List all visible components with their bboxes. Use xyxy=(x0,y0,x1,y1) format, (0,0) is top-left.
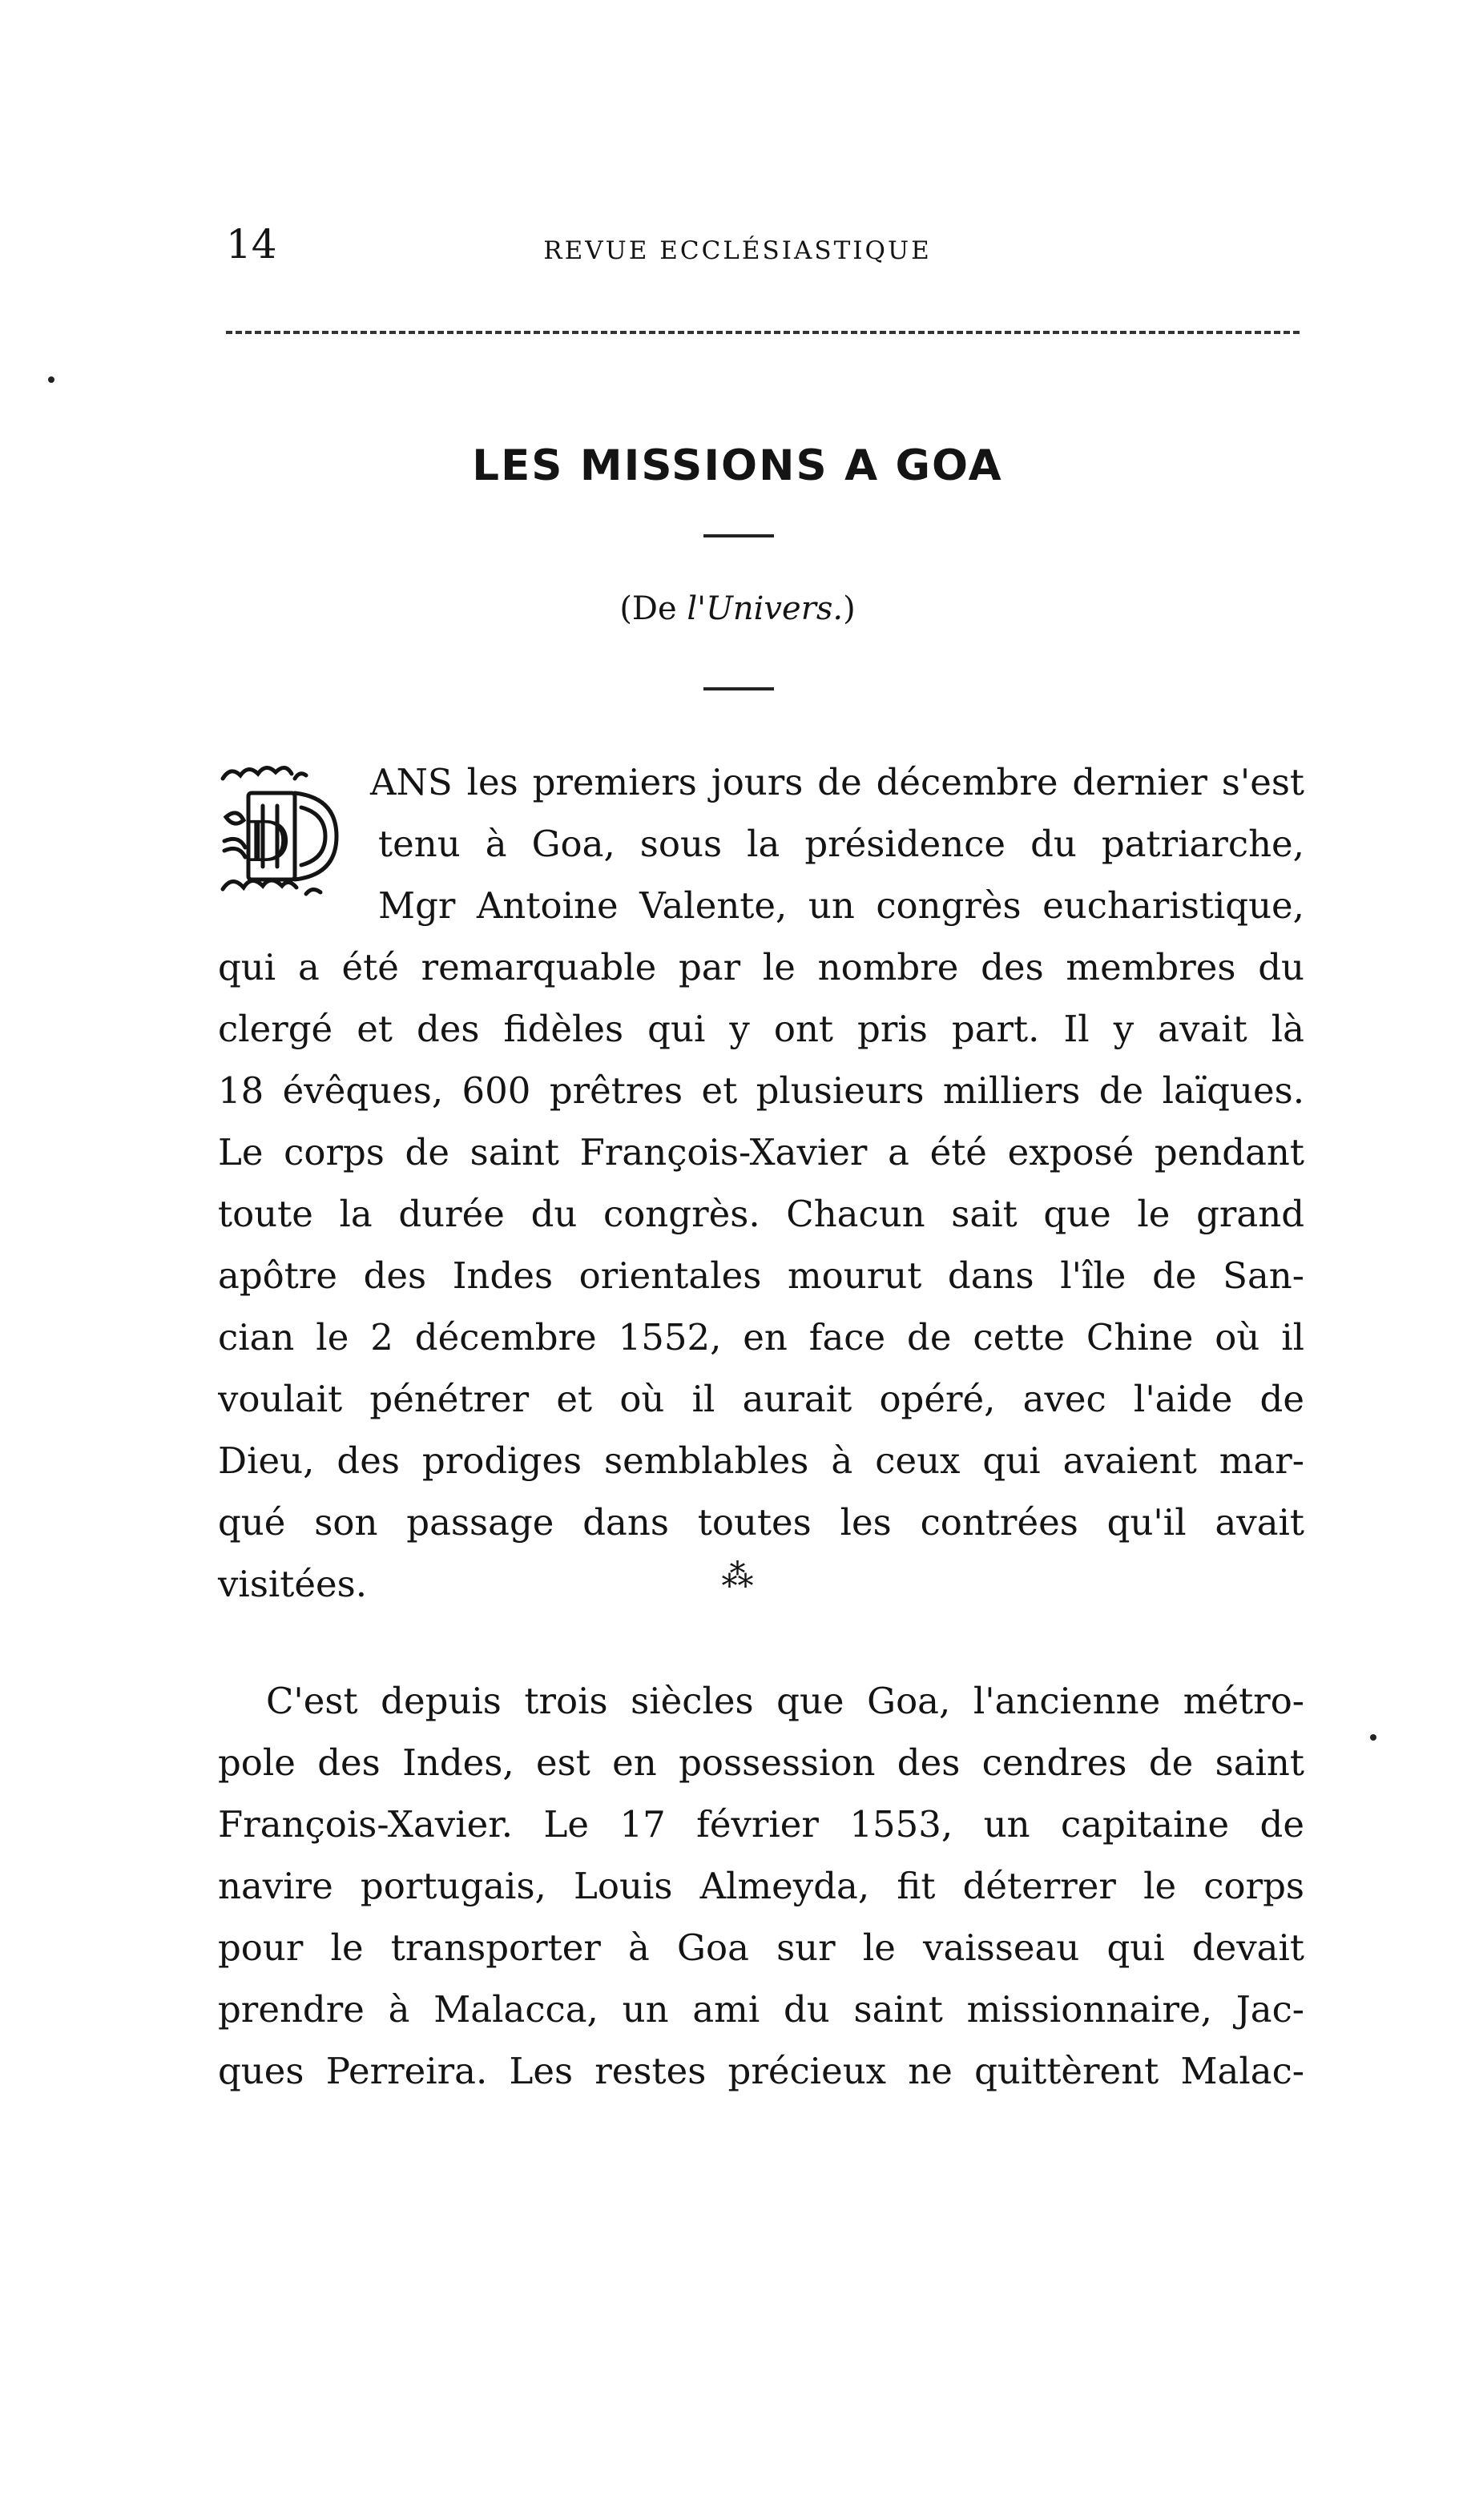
source-rule xyxy=(703,687,774,690)
article-title: LES MISSIONS A GOA xyxy=(472,441,1003,490)
source-publication: l'Univers. xyxy=(687,590,844,627)
text-line: qué son passage dans toutes les contrées qu'il avait xyxy=(218,1501,1304,1544)
text-line: pole des Indes, est en possession des cendres de saint xyxy=(218,1741,1304,1784)
text-line: ques Perreira. Les restes précieux ne quittèrent Malac- xyxy=(218,2050,1304,2092)
text-line: toute la durée du congrès. Chacun sait que le grand xyxy=(218,1193,1304,1235)
header-rule xyxy=(226,331,1300,334)
text-line: prendre à Malacca, un ami du saint missionnaire, Jac- xyxy=(218,1988,1304,2031)
text-line: clergé et des fidèles qui y ont pris part. Il y avait là xyxy=(218,1008,1304,1050)
text-line: voulait pénétrer et où il aurait opéré, avec l'aide de xyxy=(218,1378,1304,1420)
text-line: qui a été remarquable par le nombre des membres du xyxy=(218,946,1304,988)
source-line xyxy=(0,590,1475,627)
margin-speck xyxy=(48,376,54,383)
text-line: navire portugais, Louis Almeyda, fit déterrer le corps xyxy=(218,1865,1304,1907)
second-paragraph xyxy=(218,1670,1304,2102)
text-line: 18 évêques, 600 prêtres et plusieurs milliers de laïques. xyxy=(218,1069,1304,1112)
running-head: REVUE ECCLÉSIASTIQUE xyxy=(543,236,932,265)
text-line: ANS les premiers jours de décembre dernier s'est xyxy=(370,761,1304,803)
margin-speck xyxy=(1370,1734,1376,1741)
text-line: C'est depuis trois siècles que Goa, l'ancienne métro- xyxy=(266,1680,1304,1722)
source-prefix: (De xyxy=(619,590,687,627)
text-line: apôtre des Indes orientales mourut dans l'île de San- xyxy=(218,1254,1304,1297)
title-rule xyxy=(703,534,774,537)
text-line: cian le 2 décembre 1552, en face de cette Chine où il xyxy=(218,1316,1304,1359)
drop-cap-letter: D xyxy=(245,809,292,875)
text-line: pour le transporter à Goa sur le vaisseau qui devait xyxy=(218,1926,1304,1969)
text-line: Mgr Antoine Valente, un congrès eucharistique, xyxy=(378,884,1304,927)
source-suffix: ) xyxy=(843,590,856,627)
text-line: Le corps de saint François-Xavier a été exposé pendant xyxy=(218,1131,1304,1173)
page-number: 14 xyxy=(226,221,277,268)
first-paragraph xyxy=(218,751,1304,1615)
text-line: Dieu, des prodiges semblables à ceux qui avaient mar- xyxy=(218,1439,1304,1482)
text-line: visitées. xyxy=(218,1563,368,1605)
text-line: tenu à Goa, sous la présidence du patriarche, xyxy=(378,823,1304,865)
asterism-separator: ⁂ xyxy=(721,1558,754,1595)
text-line: François-Xavier. Le 17 février 1553, un capitaine de xyxy=(218,1803,1304,1846)
